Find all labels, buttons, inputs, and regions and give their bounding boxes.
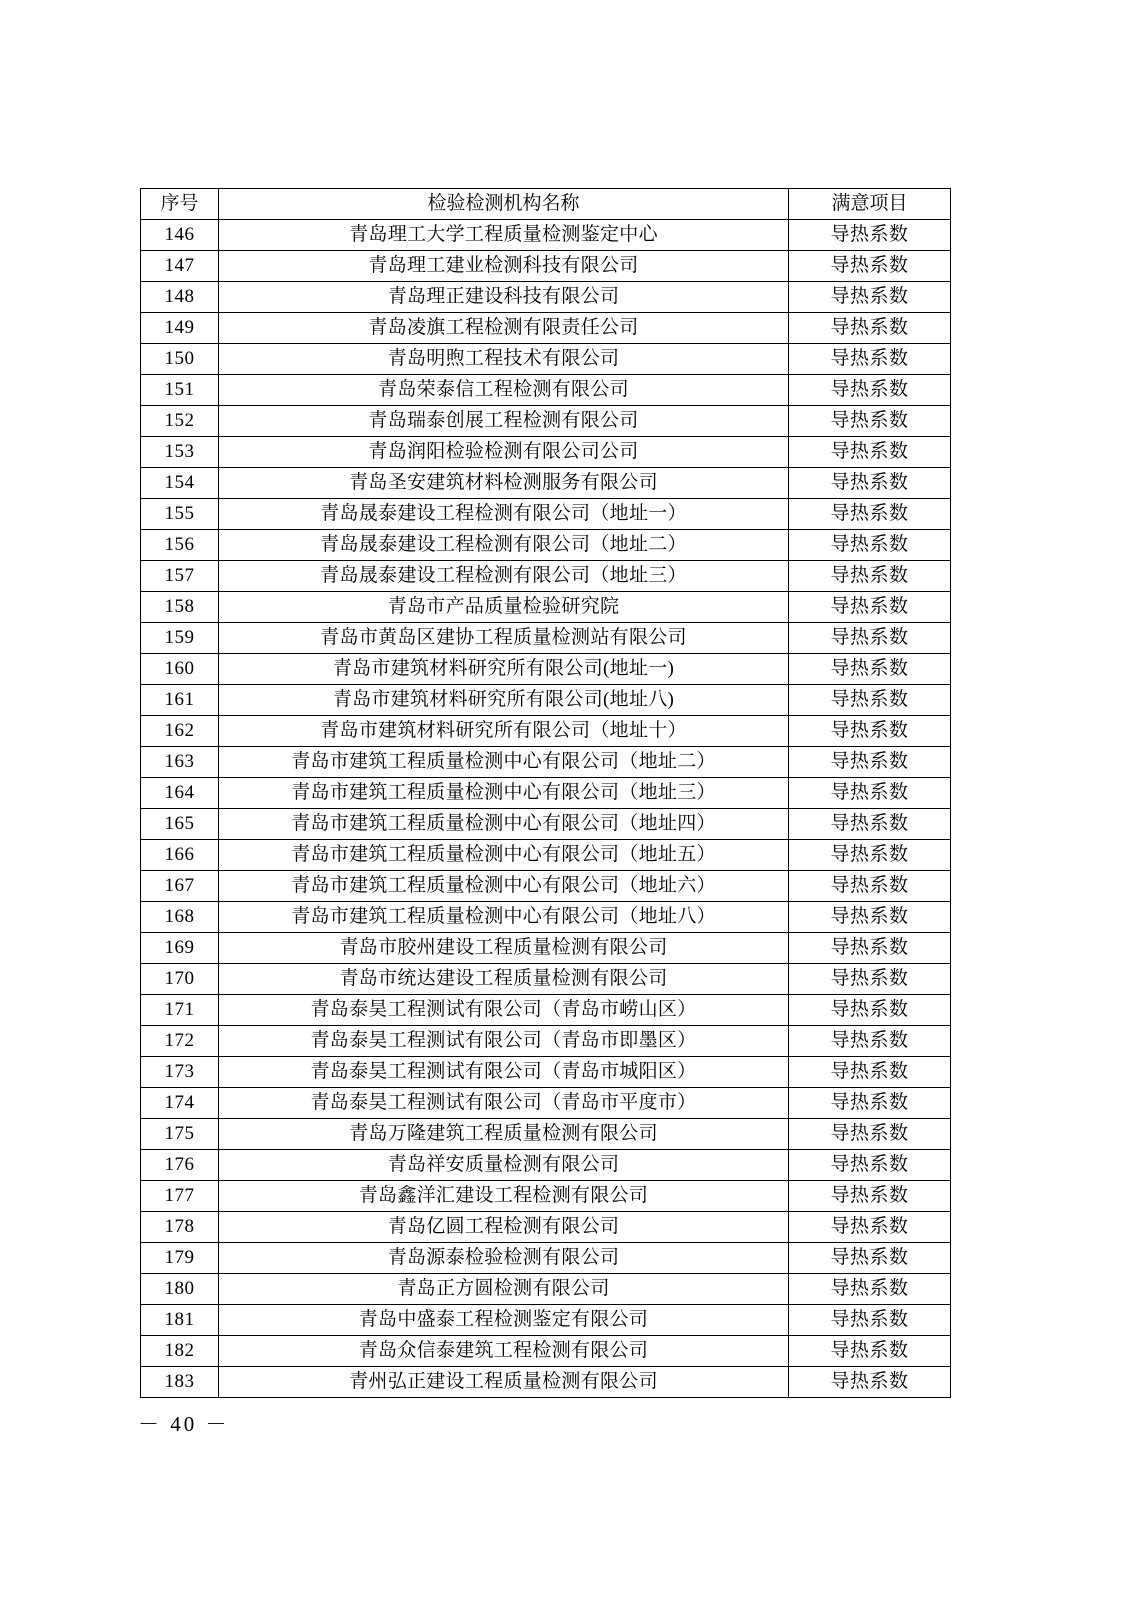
cell-serial-number: 168 bbox=[141, 902, 219, 933]
cell-serial-number: 172 bbox=[141, 1026, 219, 1057]
cell-satisfied-item: 导热系数 bbox=[789, 840, 951, 871]
table-row bbox=[141, 1057, 951, 1088]
cell-agency-name: 青岛市建筑材料研究所有限公司(地址一) bbox=[219, 654, 789, 685]
cell-satisfied-item: 导热系数 bbox=[789, 1336, 951, 1367]
cell-serial-number: 161 bbox=[141, 685, 219, 716]
cell-serial-number: 146 bbox=[141, 220, 219, 251]
table-row bbox=[141, 685, 951, 716]
cell-serial-number: 152 bbox=[141, 406, 219, 437]
cell-serial-number: 183 bbox=[141, 1367, 219, 1398]
cell-serial-number: 163 bbox=[141, 747, 219, 778]
table-row bbox=[141, 964, 951, 995]
cell-satisfied-item: 导热系数 bbox=[789, 561, 951, 592]
cell-agency-name: 青岛凌旗工程检测有限责任公司 bbox=[219, 313, 789, 344]
cell-serial-number: 157 bbox=[141, 561, 219, 592]
cell-agency-name: 青岛正方圆检测有限公司 bbox=[219, 1274, 789, 1305]
cell-agency-name: 青岛中盛泰工程检测鉴定有限公司 bbox=[219, 1305, 789, 1336]
cell-satisfied-item: 导热系数 bbox=[789, 964, 951, 995]
cell-agency-name: 青岛理工建业检测科技有限公司 bbox=[219, 251, 789, 282]
page-number: － 40 － bbox=[138, 1412, 230, 1436]
cell-serial-number: 179 bbox=[141, 1243, 219, 1274]
cell-serial-number: 173 bbox=[141, 1057, 219, 1088]
cell-serial-number: 178 bbox=[141, 1212, 219, 1243]
cell-satisfied-item: 导热系数 bbox=[789, 251, 951, 282]
table-row bbox=[141, 1305, 951, 1336]
cell-serial-number: 162 bbox=[141, 716, 219, 747]
table-row bbox=[141, 375, 951, 406]
table-row bbox=[141, 251, 951, 282]
table-row bbox=[141, 406, 951, 437]
cell-agency-name: 青岛晟泰建设工程检测有限公司（地址一） bbox=[219, 499, 789, 530]
cell-serial-number: 166 bbox=[141, 840, 219, 871]
cell-agency-name: 青州弘正建设工程质量检测有限公司 bbox=[219, 1367, 789, 1398]
cell-agency-name: 青岛市建筑工程质量检测中心有限公司（地址五） bbox=[219, 840, 789, 871]
cell-serial-number: 154 bbox=[141, 468, 219, 499]
cell-satisfied-item: 导热系数 bbox=[789, 902, 951, 933]
cell-serial-number: 169 bbox=[141, 933, 219, 964]
table-row bbox=[141, 561, 951, 592]
cell-satisfied-item: 导热系数 bbox=[789, 995, 951, 1026]
table-row bbox=[141, 654, 951, 685]
cell-satisfied-item: 导热系数 bbox=[789, 1305, 951, 1336]
table-row bbox=[141, 933, 951, 964]
cell-satisfied-item: 导热系数 bbox=[789, 437, 951, 468]
cell-satisfied-item: 导热系数 bbox=[789, 592, 951, 623]
cell-serial-number: 155 bbox=[141, 499, 219, 530]
cell-satisfied-item: 导热系数 bbox=[789, 685, 951, 716]
table-row bbox=[141, 530, 951, 561]
cell-satisfied-item: 导热系数 bbox=[789, 282, 951, 313]
cell-satisfied-item: 导热系数 bbox=[789, 1212, 951, 1243]
cell-agency-name: 青岛明煦工程技术有限公司 bbox=[219, 344, 789, 375]
cell-agency-name: 青岛晟泰建设工程检测有限公司（地址三） bbox=[219, 561, 789, 592]
cell-satisfied-item: 导热系数 bbox=[789, 406, 951, 437]
table-row bbox=[141, 1119, 951, 1150]
cell-agency-name: 青岛理工大学工程质量检测鉴定中心 bbox=[219, 220, 789, 251]
table-row bbox=[141, 902, 951, 933]
cell-satisfied-item: 导热系数 bbox=[789, 375, 951, 406]
cell-agency-name: 青岛万隆建筑工程质量检测有限公司 bbox=[219, 1119, 789, 1150]
cell-serial-number: 182 bbox=[141, 1336, 219, 1367]
table-row bbox=[141, 499, 951, 530]
column-header-serial: 序号 bbox=[141, 189, 219, 220]
cell-agency-name: 青岛祥安质量检测有限公司 bbox=[219, 1150, 789, 1181]
table-row bbox=[141, 809, 951, 840]
cell-serial-number: 148 bbox=[141, 282, 219, 313]
table-row bbox=[141, 1274, 951, 1305]
column-header-satisfied-item: 满意项目 bbox=[789, 189, 951, 220]
cell-serial-number: 158 bbox=[141, 592, 219, 623]
table-row bbox=[141, 1088, 951, 1119]
cell-serial-number: 159 bbox=[141, 623, 219, 654]
cell-agency-name: 青岛众信泰建筑工程检测有限公司 bbox=[219, 1336, 789, 1367]
cell-satisfied-item: 导热系数 bbox=[789, 716, 951, 747]
cell-serial-number: 170 bbox=[141, 964, 219, 995]
cell-agency-name: 青岛理正建设科技有限公司 bbox=[219, 282, 789, 313]
cell-agency-name: 青岛泰昊工程测试有限公司（青岛市城阳区） bbox=[219, 1057, 789, 1088]
table-body bbox=[141, 220, 951, 1398]
column-header-agency-name: 检验检测机构名称 bbox=[219, 189, 789, 220]
cell-agency-name: 青岛市建筑工程质量检测中心有限公司（地址三） bbox=[219, 778, 789, 809]
cell-satisfied-item: 导热系数 bbox=[789, 468, 951, 499]
cell-agency-name: 青岛市统达建设工程质量检测有限公司 bbox=[219, 964, 789, 995]
table-row bbox=[141, 592, 951, 623]
cell-serial-number: 174 bbox=[141, 1088, 219, 1119]
cell-satisfied-item: 导热系数 bbox=[789, 778, 951, 809]
table-row bbox=[141, 778, 951, 809]
cell-agency-name: 青岛泰昊工程测试有限公司（青岛市平度市） bbox=[219, 1088, 789, 1119]
cell-agency-name: 青岛市产品质量检验研究院 bbox=[219, 592, 789, 623]
table-row bbox=[141, 437, 951, 468]
table-row bbox=[141, 1243, 951, 1274]
cell-serial-number: 147 bbox=[141, 251, 219, 282]
cell-satisfied-item: 导热系数 bbox=[789, 933, 951, 964]
table-row bbox=[141, 313, 951, 344]
table-row bbox=[141, 623, 951, 654]
table-row bbox=[141, 282, 951, 313]
cell-satisfied-item: 导热系数 bbox=[789, 1181, 951, 1212]
cell-satisfied-item: 导热系数 bbox=[789, 1026, 951, 1057]
inspection-agency-table-wrapper bbox=[140, 188, 950, 1398]
table-row bbox=[141, 840, 951, 871]
cell-serial-number: 176 bbox=[141, 1150, 219, 1181]
cell-satisfied-item: 导热系数 bbox=[789, 220, 951, 251]
cell-serial-number: 180 bbox=[141, 1274, 219, 1305]
cell-agency-name: 青岛泰昊工程测试有限公司（青岛市即墨区） bbox=[219, 1026, 789, 1057]
table-header bbox=[141, 189, 951, 220]
cell-satisfied-item: 导热系数 bbox=[789, 344, 951, 375]
cell-agency-name: 青岛晟泰建设工程检测有限公司（地址二） bbox=[219, 530, 789, 561]
cell-agency-name: 青岛市建筑工程质量检测中心有限公司（地址八） bbox=[219, 902, 789, 933]
cell-satisfied-item: 导热系数 bbox=[789, 313, 951, 344]
table-row bbox=[141, 468, 951, 499]
cell-agency-name: 青岛市胶州建设工程质量检测有限公司 bbox=[219, 933, 789, 964]
table-row bbox=[141, 995, 951, 1026]
cell-serial-number: 171 bbox=[141, 995, 219, 1026]
cell-satisfied-item: 导热系数 bbox=[789, 871, 951, 902]
table-row bbox=[141, 1367, 951, 1398]
table-row bbox=[141, 747, 951, 778]
cell-serial-number: 177 bbox=[141, 1181, 219, 1212]
cell-agency-name: 青岛荣泰信工程检测有限公司 bbox=[219, 375, 789, 406]
table-row bbox=[141, 1026, 951, 1057]
cell-serial-number: 153 bbox=[141, 437, 219, 468]
table-row bbox=[141, 1150, 951, 1181]
cell-serial-number: 160 bbox=[141, 654, 219, 685]
table-row bbox=[141, 1336, 951, 1367]
cell-satisfied-item: 导热系数 bbox=[789, 1088, 951, 1119]
table-row bbox=[141, 1212, 951, 1243]
cell-agency-name: 青岛市建筑材料研究所有限公司（地址十） bbox=[219, 716, 789, 747]
cell-agency-name: 青岛亿圆工程检测有限公司 bbox=[219, 1212, 789, 1243]
cell-agency-name: 青岛市建筑材料研究所有限公司(地址八) bbox=[219, 685, 789, 716]
cell-serial-number: 151 bbox=[141, 375, 219, 406]
cell-satisfied-item: 导热系数 bbox=[789, 747, 951, 778]
table-row bbox=[141, 220, 951, 251]
cell-satisfied-item: 导热系数 bbox=[789, 623, 951, 654]
cell-serial-number: 156 bbox=[141, 530, 219, 561]
cell-agency-name: 青岛泰昊工程测试有限公司（青岛市崂山区） bbox=[219, 995, 789, 1026]
cell-agency-name: 青岛润阳检验检测有限公司公司 bbox=[219, 437, 789, 468]
cell-satisfied-item: 导热系数 bbox=[789, 1057, 951, 1088]
cell-satisfied-item: 导热系数 bbox=[789, 499, 951, 530]
table-row bbox=[141, 871, 951, 902]
cell-satisfied-item: 导热系数 bbox=[789, 654, 951, 685]
cell-serial-number: 165 bbox=[141, 809, 219, 840]
table-row bbox=[141, 716, 951, 747]
cell-satisfied-item: 导热系数 bbox=[789, 1119, 951, 1150]
cell-serial-number: 150 bbox=[141, 344, 219, 375]
cell-agency-name: 青岛市黄岛区建协工程质量检测站有限公司 bbox=[219, 623, 789, 654]
cell-agency-name: 青岛圣安建筑材料检测服务有限公司 bbox=[219, 468, 789, 499]
cell-serial-number: 167 bbox=[141, 871, 219, 902]
cell-serial-number: 175 bbox=[141, 1119, 219, 1150]
cell-agency-name: 青岛市建筑工程质量检测中心有限公司（地址二） bbox=[219, 747, 789, 778]
cell-serial-number: 164 bbox=[141, 778, 219, 809]
table-header-row bbox=[141, 189, 951, 220]
cell-serial-number: 181 bbox=[141, 1305, 219, 1336]
cell-satisfied-item: 导热系数 bbox=[789, 1243, 951, 1274]
table-row bbox=[141, 344, 951, 375]
cell-serial-number: 149 bbox=[141, 313, 219, 344]
cell-satisfied-item: 导热系数 bbox=[789, 1367, 951, 1398]
table-row bbox=[141, 1181, 951, 1212]
cell-agency-name: 青岛源泰检验检测有限公司 bbox=[219, 1243, 789, 1274]
cell-satisfied-item: 导热系数 bbox=[789, 1150, 951, 1181]
cell-satisfied-item: 导热系数 bbox=[789, 1274, 951, 1305]
cell-agency-name: 青岛鑫洋汇建设工程检测有限公司 bbox=[219, 1181, 789, 1212]
cell-satisfied-item: 导热系数 bbox=[789, 809, 951, 840]
cell-satisfied-item: 导热系数 bbox=[789, 530, 951, 561]
cell-agency-name: 青岛市建筑工程质量检测中心有限公司（地址四） bbox=[219, 809, 789, 840]
cell-agency-name: 青岛市建筑工程质量检测中心有限公司（地址六） bbox=[219, 871, 789, 902]
cell-agency-name: 青岛瑞泰创展工程检测有限公司 bbox=[219, 406, 789, 437]
inspection-agency-table bbox=[140, 188, 951, 1398]
